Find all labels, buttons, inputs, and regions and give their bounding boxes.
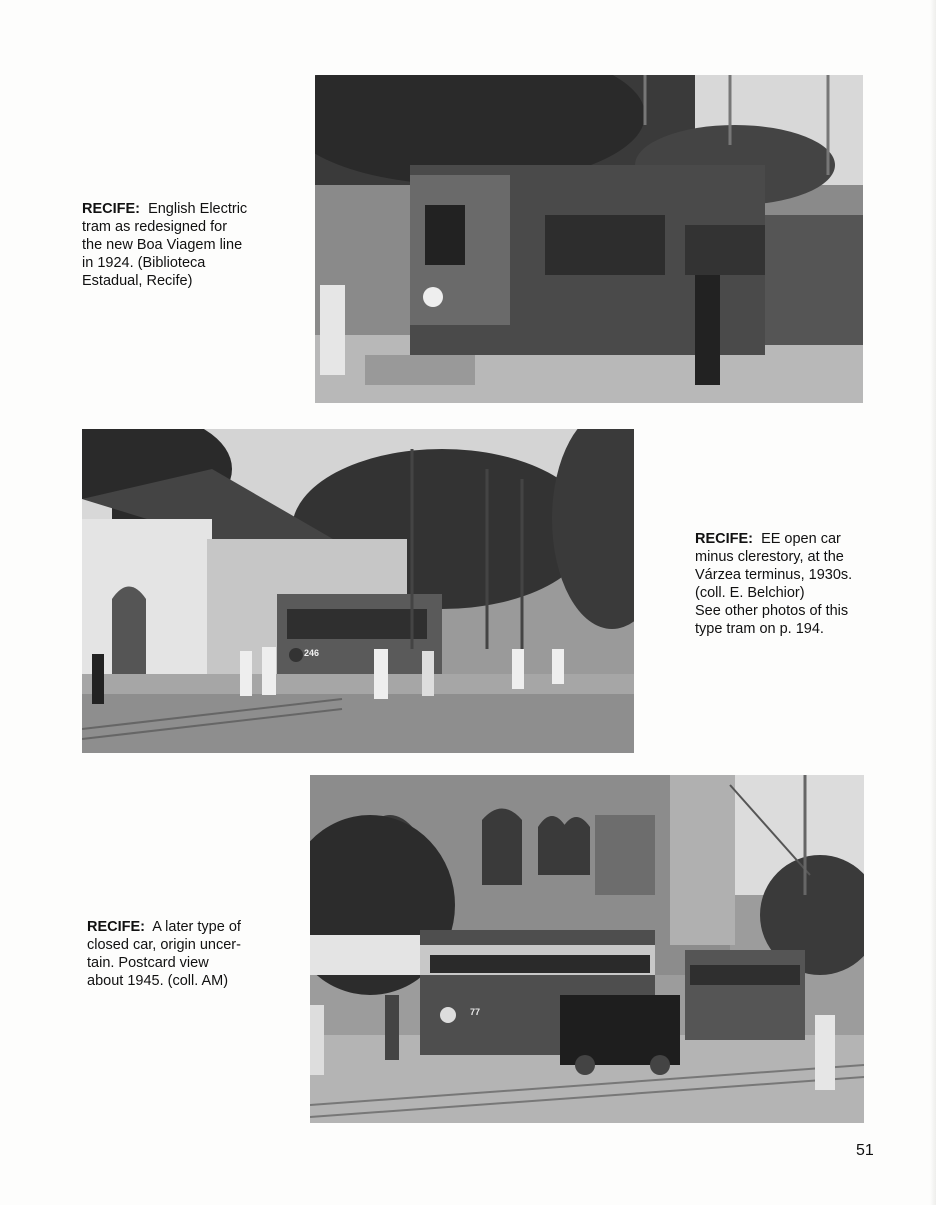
caption-line: EE open car [761,531,841,547]
caption-line: A later type of [152,919,241,935]
caption-line: type tram on p. 194. [695,621,824,637]
page-edge [930,0,936,1205]
caption-photo-2 [695,530,895,638]
caption-label: RECIFE: [82,201,140,217]
caption-line: English Electric [148,201,248,217]
caption-line: Várzea terminus, 1930s. [695,567,853,583]
tram-photo-illustration-2 [82,429,634,753]
caption-line: minus clerestory, at the [695,549,844,565]
caption-line: Estadual, Recife) [82,273,193,289]
photo-closed-car-postcard [310,775,864,1123]
tram-photo-illustration-3 [310,775,864,1123]
caption-line: the new Boa Viagem line [82,237,243,253]
tram-car-number: 246 [304,648,320,658]
photo-english-electric-tram [315,75,863,403]
caption-line: See other photos of this [695,603,849,619]
caption-label: RECIFE: [87,919,145,935]
caption-line: closed car, origin uncer- [87,937,241,953]
page-number: 51 [856,1142,874,1159]
caption-line: in 1924. (Biblioteca [82,255,206,271]
caption-line: (coll. E. Belchior) [695,585,805,601]
tram-photo-illustration-1 [315,75,863,403]
caption-photo-3 [87,918,287,990]
caption-photo-1 [82,200,282,290]
caption-label: RECIFE: [695,531,753,547]
tram-car-number: 77 [470,1007,481,1017]
caption-line: tram as redesigned for [82,219,228,235]
photo-ee-open-car [82,429,634,753]
caption-line: about 1945. (coll. AM) [87,973,229,989]
caption-line: tain. Postcard view [87,955,209,971]
